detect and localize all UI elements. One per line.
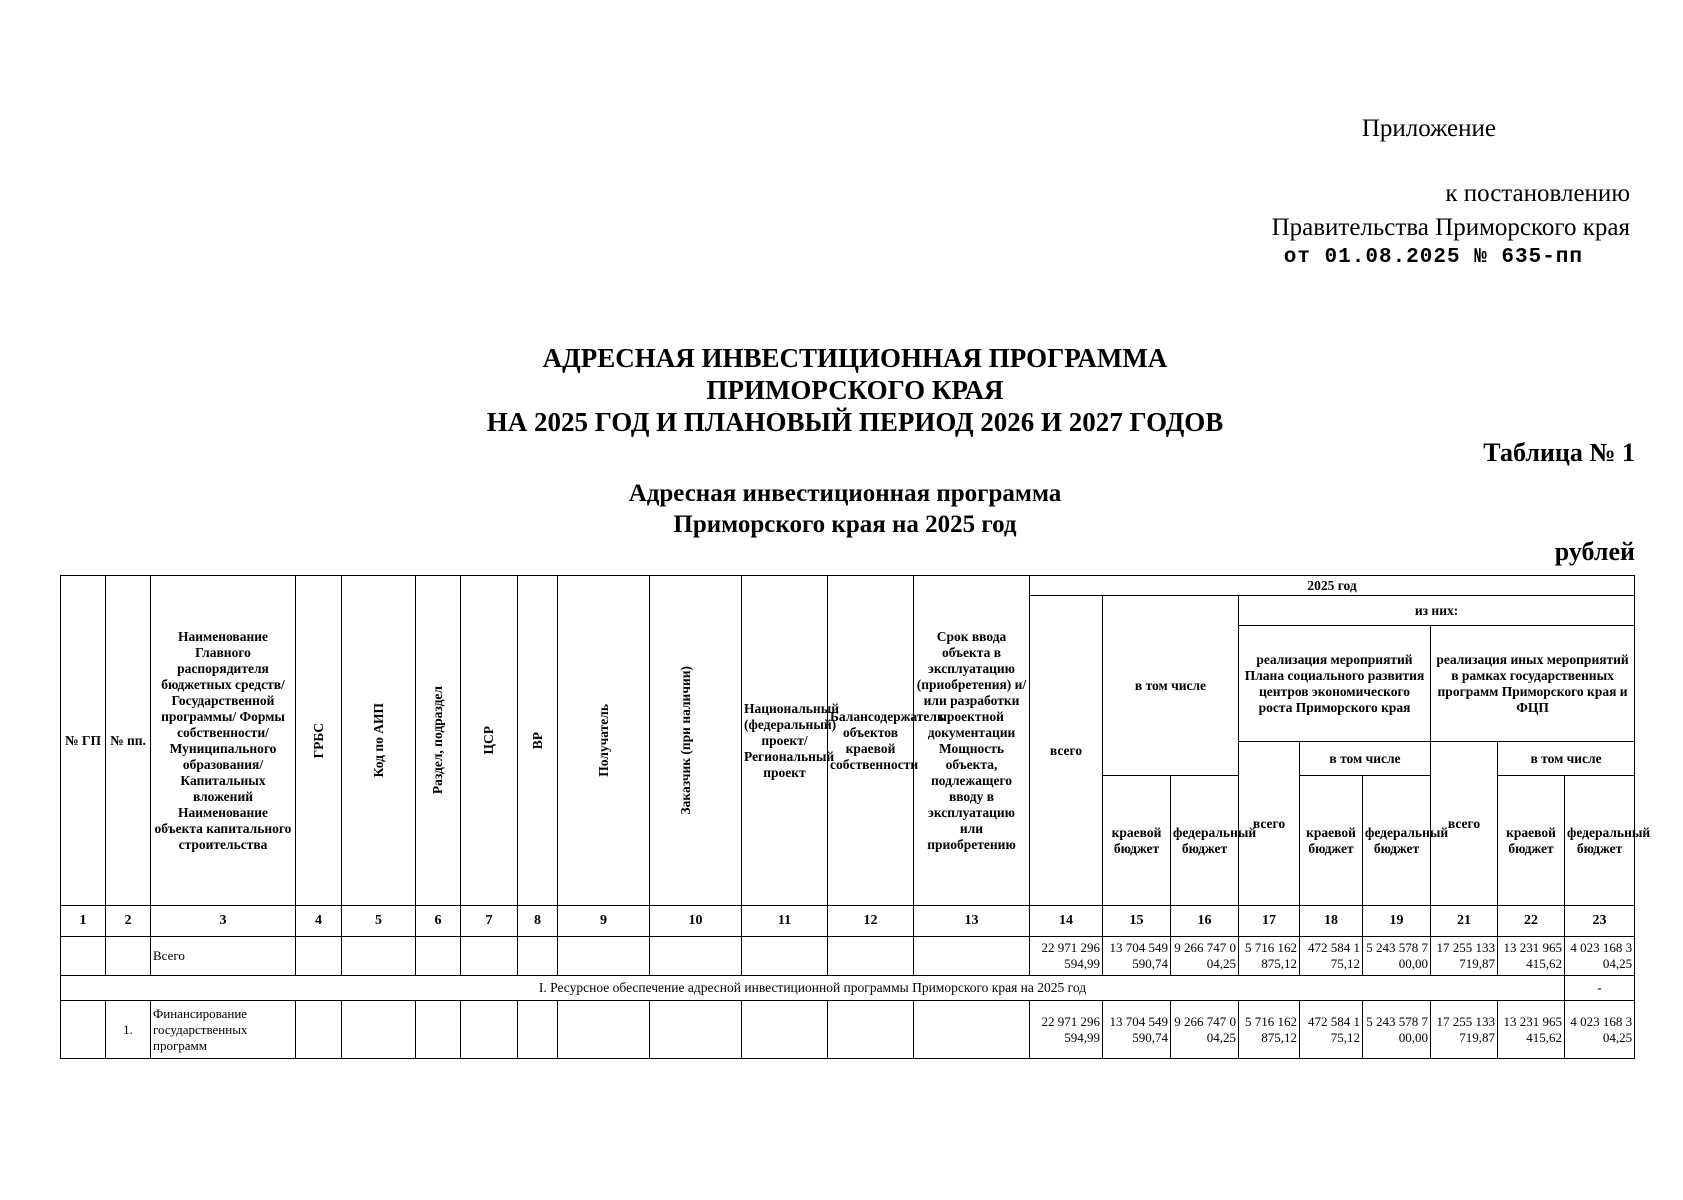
col-other-regional: краевой бюджет [1498, 776, 1565, 906]
col-number: 19 [1363, 906, 1431, 937]
col-number: 15 [1103, 906, 1171, 937]
cell-value: 22 971 296 594,99 [1030, 1001, 1103, 1059]
cell-value: 472 584 175,12 [1300, 1001, 1363, 1059]
cell-value: 22 971 296 594,99 [1030, 937, 1103, 976]
unit-label: рублей [1554, 537, 1635, 566]
col-number: 11 [742, 906, 828, 937]
cell-empty [558, 1001, 650, 1059]
cell-value: 4 023 168 304,25 [1565, 1001, 1635, 1059]
cell-empty [518, 937, 558, 976]
order-reference: от 01.08.2025 № 635-пп [1283, 246, 1583, 269]
col-number: 17 [1239, 906, 1300, 937]
sub-title [520, 478, 1170, 540]
col-federal: федеральный бюджет [1171, 776, 1239, 906]
cell-value: 13 704 549 590,74 [1103, 1001, 1171, 1059]
main-title [420, 342, 1290, 438]
col-grbs [296, 576, 342, 906]
col-number: 3 [151, 906, 296, 937]
cell-value: 13 704 549 590,74 [1103, 937, 1171, 976]
appendix-title: Приложение [1361, 115, 1496, 142]
cell-empty [416, 1001, 461, 1059]
cell-pp [106, 937, 151, 976]
col-vr [518, 576, 558, 906]
col-customer [650, 576, 742, 906]
col-razdel-label: Раздел, подраздел [430, 686, 445, 795]
col-number: 18 [1300, 906, 1363, 937]
cell-name: Всего [151, 937, 296, 976]
col-razdel [416, 576, 461, 906]
cell-value: 13 231 965 415,62 [1498, 1001, 1565, 1059]
col-plan: реализация мероприятий Плана социального развития центров экономического роста Приморского края [1239, 626, 1431, 742]
cell-value: 5 243 578 700,00 [1363, 937, 1431, 976]
col-other: реализация иных мероприятий в рамках государственных программ Приморского края и ФЦП [1431, 626, 1635, 742]
col-incl: в том числе [1103, 596, 1239, 776]
cell-gp [61, 937, 106, 976]
cell-empty [742, 937, 828, 976]
cell-value: 17 255 133 719,87 [1431, 1001, 1498, 1059]
investment-table [60, 575, 1651, 1059]
col-number: 12 [828, 906, 914, 937]
col-gp: № ГП [61, 576, 106, 906]
col-project: Национальный (федеральный) проект/ Региональный проект [742, 576, 828, 906]
appendix-line-2: Правительства Приморского края [1271, 214, 1630, 241]
cell-empty [461, 937, 518, 976]
col-vr-label: ВР [529, 731, 545, 750]
col-recipient-label: Получатель [595, 704, 611, 777]
col-total: всего [1030, 596, 1103, 906]
section-title: I. Ресурсное обеспечение адресной инвестиционной программы Приморского края на 2025 год [61, 976, 1565, 1001]
col-csr [461, 576, 518, 906]
col-customer-label: Заказчик (при наличии) [677, 666, 693, 815]
cell-empty [416, 937, 461, 976]
col-other-incl: в том числе [1498, 742, 1635, 776]
col-holder: Балансодержатель объектов краевой собственности [828, 576, 914, 906]
col-number: 21 [1431, 906, 1498, 937]
cell-empty [342, 937, 416, 976]
col-name: Наименование Главного распорядителя бюджетных средств/Государственной программы/ Формы собственности/Муниципального образования/Капитальных вложений Наименование объекта капитального строительства [151, 576, 296, 906]
col-aip-label: Код по АИП [370, 703, 386, 778]
cell-empty [650, 937, 742, 976]
cell-value: 5 716 162 875,12 [1239, 1001, 1300, 1059]
cell-name: Финансирование государственных программ [151, 1001, 296, 1059]
cell-empty [296, 937, 342, 976]
appendix-line-1: к постановлению [1445, 180, 1630, 207]
cell-value: 5 716 162 875,12 [1239, 937, 1300, 976]
cell-empty [828, 937, 914, 976]
main-title-line-2: ПРИМОРСКОГО КРАЯ [706, 375, 1004, 405]
col-number: 22 [1498, 906, 1565, 937]
cell-empty [461, 1001, 518, 1059]
cell-empty [914, 937, 1030, 976]
cell-empty [914, 1001, 1030, 1059]
col-plan-regional: краевой бюджет [1300, 776, 1363, 906]
cell-value: 17 255 133 719,87 [1431, 937, 1498, 976]
cell-empty [650, 1001, 742, 1059]
main-title-line-3: НА 2025 ГОД И ПЛАНОВЫЙ ПЕРИОД 2026 И 2027 ГОДОВ [486, 407, 1224, 437]
section-row [61, 976, 1635, 1001]
col-plan-total: всего [1239, 742, 1300, 906]
table-row-total [61, 937, 1635, 976]
col-number: 16 [1171, 906, 1239, 937]
col-number: 7 [461, 906, 518, 937]
cell-value: 9 266 747 004,25 [1171, 937, 1239, 976]
section-dash: - [1565, 976, 1635, 1001]
col-year-2025: 2025 год [1030, 576, 1635, 596]
table-row-1 [61, 1001, 1635, 1059]
cell-empty [558, 937, 650, 976]
cell-empty [342, 1001, 416, 1059]
cell-value: 5 243 578 700,00 [1363, 1001, 1431, 1059]
sub-title-line-1: Адресная инвестиционная программа [628, 480, 1062, 507]
col-number: 23 [1565, 906, 1635, 937]
col-grbs-label: ГРБС [310, 722, 326, 759]
col-number: 1 [61, 906, 106, 937]
main-title-line-1: АДРЕСНАЯ ИНВЕСТИЦИОННАЯ ПРОГРАММА [542, 343, 1168, 373]
cell-pp: 1. [106, 1001, 151, 1059]
col-term: Срок ввода объекта в эксплуатацию (приобретения) и/или разработки проектной документации Мощность объекта, подлежащего вводу в эксплуатацию или приобретению [914, 576, 1030, 906]
table-number: Таблица № 1 [1483, 438, 1635, 467]
sub-title-line-2: Приморского края на 2025 год [673, 511, 1017, 538]
col-recipient [558, 576, 650, 906]
cell-value: 4 023 168 304,25 [1565, 937, 1635, 976]
col-other-total: всего [1431, 742, 1498, 906]
col-number: 13 [914, 906, 1030, 937]
col-number: 5 [342, 906, 416, 937]
cell-gp [61, 1001, 106, 1059]
col-number: 4 [296, 906, 342, 937]
col-plan-federal: федеральный бюджет [1363, 776, 1431, 906]
cell-empty [828, 1001, 914, 1059]
column-numbers-row [61, 906, 1635, 937]
col-pp: № пп. [106, 576, 151, 906]
col-number: 10 [650, 906, 742, 937]
col-csr-label: ЦСР [481, 726, 496, 755]
cell-empty [518, 1001, 558, 1059]
cell-value: 472 584 175,12 [1300, 937, 1363, 976]
col-plan-incl: в том числе [1300, 742, 1431, 776]
cell-empty [296, 1001, 342, 1059]
col-regional: краевой бюджет [1103, 776, 1171, 906]
col-other-federal: федеральный бюджет [1565, 776, 1635, 906]
col-aip [342, 576, 416, 906]
col-number: 8 [518, 906, 558, 937]
col-number: 6 [416, 906, 461, 937]
cell-empty [742, 1001, 828, 1059]
col-number: 9 [558, 906, 650, 937]
col-of-them: из них: [1239, 596, 1635, 626]
col-number: 2 [106, 906, 151, 937]
col-number: 14 [1030, 906, 1103, 937]
cell-value: 9 266 747 004,25 [1171, 1001, 1239, 1059]
cell-value: 13 231 965 415,62 [1498, 937, 1565, 976]
